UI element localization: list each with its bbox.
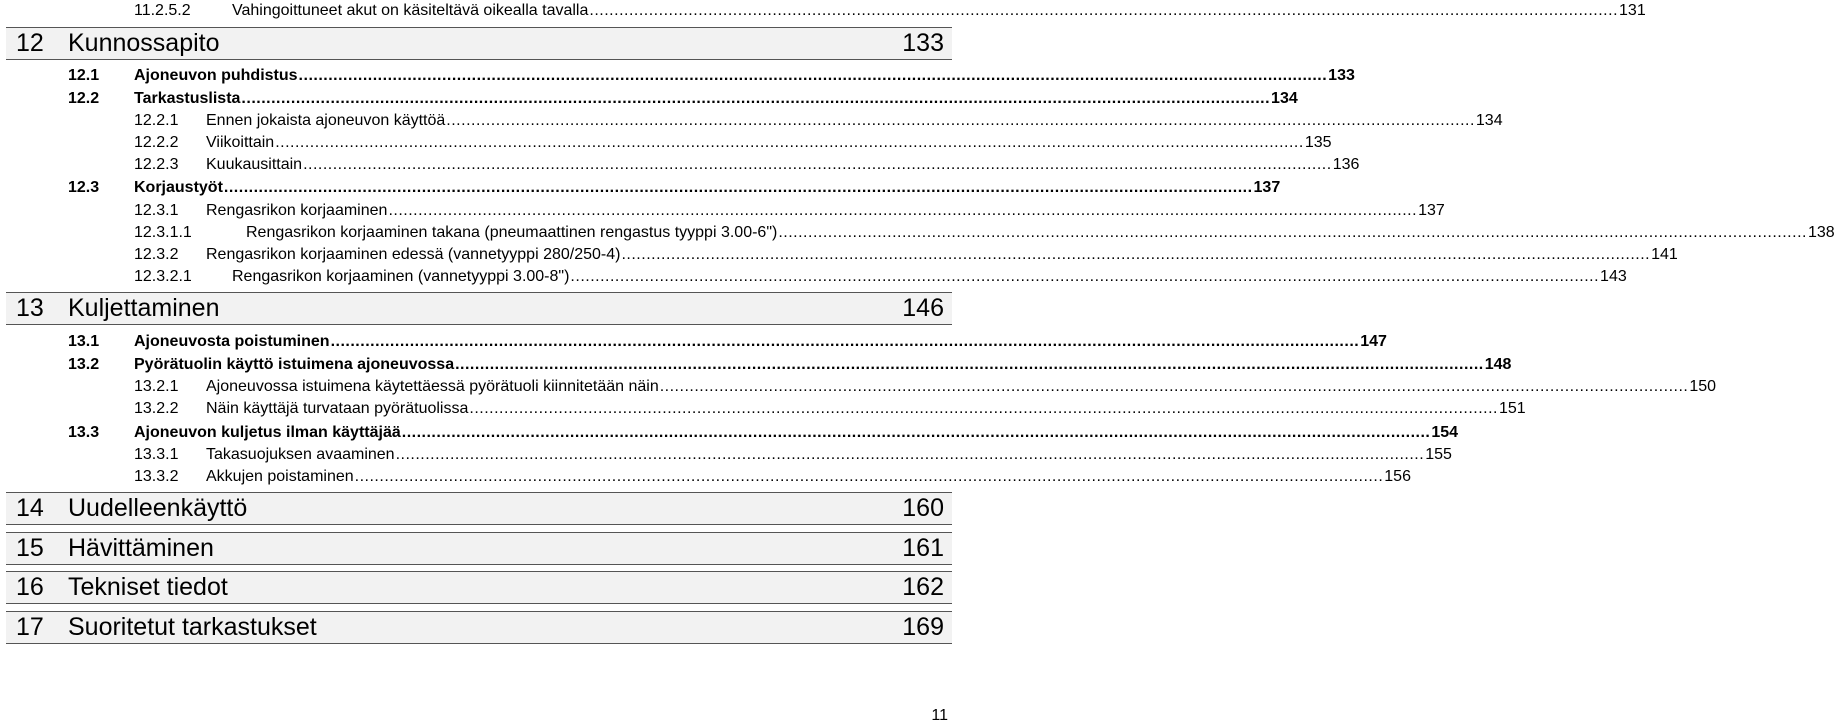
entry-page: 151 (1499, 400, 1526, 417)
entry-page: 137 (1253, 179, 1281, 196)
entry-title: Korjaustyöt (134, 179, 223, 196)
dot-leader: ................................................................................................................................................................................................................ (778, 224, 1807, 241)
dot-leader: ................................................................................................................................................................................................................ (446, 112, 1475, 129)
dot-leader: ................................................................................................................................................................................................................ (223, 179, 1253, 196)
chapter-heading[interactable] (6, 492, 952, 525)
entry-page: 135 (1304, 134, 1332, 151)
dot-leader: ................................................................................................................................................................................................................ (589, 2, 1619, 19)
entry-number: 13.2.2 (134, 400, 179, 417)
entry-title: Näin käyttäjä turvataan pyörätuolissa (206, 400, 469, 417)
chapter-title: Tekniset tiedot (68, 573, 228, 601)
chapter-page: 133 (902, 29, 944, 57)
dot-leader: ................................................................................................................................................................................................................ (303, 156, 1332, 173)
dot-leader: ................................................................................................................................................................................................................ (659, 378, 1689, 395)
entry-page: 133 (1328, 67, 1355, 84)
entry-number: 13.3.2 (134, 468, 179, 485)
page-number: 11 (931, 707, 948, 724)
entry-title: Vahingoittuneet akut on käsiteltävä oikealla tavalla (232, 2, 589, 19)
dot-leader: ................................................................................................................................................................................................................ (354, 468, 1384, 485)
dot-leader: ................................................................................................................................................................................................................ (455, 356, 1484, 373)
chapter-heading[interactable] (6, 27, 952, 60)
chapter-title: Suoritetut tarkastukset (68, 613, 317, 641)
entry-page: 141 (1651, 246, 1678, 263)
entry-title: Rengasrikon korjaaminen (vannetyyppi 3.00-8") (232, 268, 570, 285)
entry-number: 13.2 (68, 356, 100, 373)
entry-page: 134 (1271, 90, 1298, 107)
entry-title: Takasuojuksen avaaminen (206, 446, 395, 463)
chapter-heading[interactable] (6, 292, 952, 325)
entry-number: 13.3 (68, 424, 100, 441)
entry-title: Rengasrikon korjaaminen (206, 202, 388, 219)
chapter-title: Hävittäminen (68, 534, 214, 562)
entry-page: 138 (1807, 224, 1835, 241)
entry-title: Viikoittain (206, 134, 275, 151)
entry-page: 137 (1418, 202, 1445, 219)
entry-number: 12.2.2 (134, 134, 179, 151)
entry-page: 147 (1360, 333, 1387, 350)
dot-leader: ................................................................................................................................................................................................................ (395, 446, 1425, 463)
entry-page: 155 (1425, 446, 1452, 463)
chapter-title: Uudelleenkäyttö (68, 494, 248, 522)
entry-page: 156 (1384, 468, 1411, 485)
chapter-page: 146 (902, 294, 944, 322)
chapter-number: 14 (16, 494, 44, 522)
entry-page: 136 (1332, 156, 1360, 173)
dot-leader: ................................................................................................................................................................................................................ (275, 134, 1304, 151)
chapter-number: 15 (16, 534, 44, 562)
entry-number: 12.1 (68, 67, 100, 84)
chapter-heading[interactable] (6, 571, 952, 604)
entry-title: Ennen jokaista ajoneuvon käyttöä (206, 112, 446, 129)
chapter-page: 160 (902, 494, 944, 522)
entry-number: 12.2 (68, 90, 100, 107)
chapter-page: 162 (902, 573, 944, 601)
dot-leader: ................................................................................................................................................................................................................ (298, 67, 1328, 84)
chapter-title: Kunnossapito (68, 29, 220, 57)
chapter-number: 12 (16, 29, 44, 57)
entry-number: 12.3.1 (134, 202, 179, 219)
entry-number: 12.3.1.1 (134, 224, 192, 241)
entry-title: Rengasrikon korjaaminen edessä (vannetyyppi 280/250-4) (206, 246, 621, 263)
entry-number: 13.3.1 (134, 446, 179, 463)
dot-leader: ................................................................................................................................................................................................................ (388, 202, 1418, 219)
entry-number: 12.3.2.1 (134, 268, 192, 285)
dot-leader: ................................................................................................................................................................................................................ (621, 246, 1651, 263)
dot-leader: ................................................................................................................................................................................................................ (401, 424, 1431, 441)
dot-leader: ................................................................................................................................................................................................................ (330, 333, 1360, 350)
entry-page: 150 (1689, 378, 1717, 395)
entry-title: Kuukausittain (206, 156, 303, 173)
entry-title: Ajoneuvon kuljetus ilman käyttäjää (134, 424, 401, 441)
entry-number: 12.2.3 (134, 156, 179, 173)
chapter-title: Kuljettaminen (68, 294, 220, 322)
entry-number: 12.3 (68, 179, 100, 196)
entry-title: Tarkastuslista (134, 90, 241, 107)
chapter-heading[interactable] (6, 611, 952, 644)
entry-number: 12.3.2 (134, 246, 179, 263)
entry-number: 13.1 (68, 333, 100, 350)
entry-number: 12.2.1 (134, 112, 179, 129)
entry-number: 11.2.5.2 (134, 2, 191, 19)
entry-number: 13.2.1 (134, 378, 179, 395)
entry-title: Rengasrikon korjaaminen takana (pneumaattinen rengastus tyyppi 3.00-6") (246, 224, 778, 241)
entry-title: Pyörätuolin käyttö istuimena ajoneuvossa (134, 356, 455, 373)
entry-page: 154 (1431, 424, 1459, 441)
dot-leader: ................................................................................................................................................................................................................ (469, 400, 1498, 417)
chapter-number: 17 (16, 613, 44, 641)
chapter-number: 16 (16, 573, 44, 601)
chapter-page: 161 (902, 534, 944, 562)
chapter-number: 13 (16, 294, 44, 322)
dot-leader: ................................................................................................................................................................................................................ (570, 268, 1600, 285)
entry-title: Akkujen poistaminen (206, 468, 354, 485)
entry-title: Ajoneuvosta poistuminen (134, 333, 330, 350)
chapter-heading[interactable] (6, 532, 952, 565)
dot-leader: ................................................................................................................................................................................................................ (241, 90, 1271, 107)
entry-page: 134 (1475, 112, 1503, 129)
entry-page: 131 (1619, 2, 1646, 19)
entry-page: 148 (1484, 356, 1512, 373)
entry-page: 143 (1600, 268, 1627, 285)
entry-title: Ajoneuvon puhdistus (134, 67, 298, 84)
chapter-page: 169 (902, 613, 944, 641)
entry-title: Ajoneuvossa istuimena käytettäessä pyörätuoli kiinnitetään näin (206, 378, 659, 395)
